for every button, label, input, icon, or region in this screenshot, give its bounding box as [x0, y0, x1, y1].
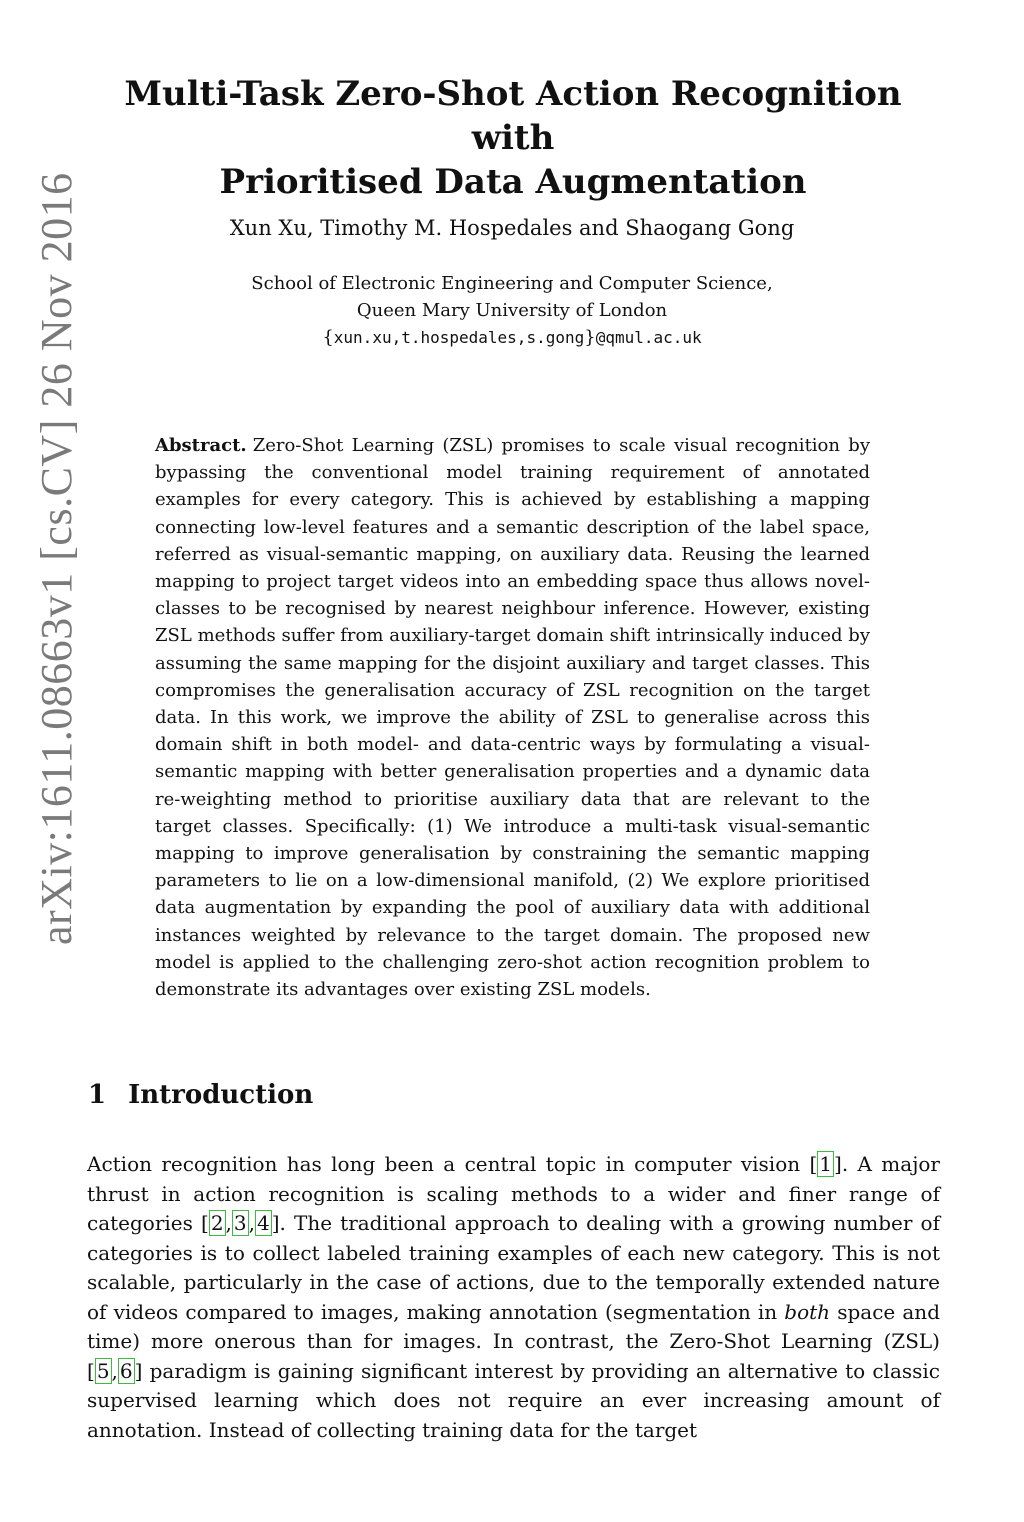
introduction-paragraph: Action recognition has long been a central topic in computer vision [ 1 ]. A major thrust in action recognition is scaling methods to a wider and finer range of categories [ 2 , 3 , 4 ]. The traditional approach to dealing with a growing number of categories is to collect labeled training examples of each new category. This is not scalable, particularly in the case of actions, due to the temporally extended nature of videos compared to images, making annotation (segmentation in both space and time) more onerous than for images. In contrast, the Zero-Shot Learning (ZSL) [ 5 , 6 ] paradigm is gaining significant interest by providing an alternative to classic supervised learning which does not require an ever increasing amount of annotation. Instead of collecting training data for the target — [87, 1152, 940, 1442]
intro-text-3: ]. The traditional approach to dealing with a growing number of categories is to collect labeled training examples of each new category. This is not scalable, particularly in the case of actions, due to the temporally extended nature of videos compared to images, making annotation (segmentation in — [87, 1211, 940, 1324]
abstract — [155, 432, 870, 1003]
arxiv-identifier-stamp: arXiv:1611.08663v1 [cs.CV] 26 Nov 2016 — [32, 172, 81, 945]
paper-title — [90, 72, 936, 204]
section-title: Introduction — [128, 1080, 314, 1110]
abstract-label: Abstract. — [155, 435, 247, 456]
email-brace-close: } — [584, 327, 596, 348]
citation-separator: , — [248, 1211, 255, 1235]
citation-link[interactable]: 1 — [819, 1152, 833, 1176]
paper-title-line-1: Multi-Task Zero-Shot Action Recognition with — [124, 74, 902, 158]
citation-separator: , — [111, 1358, 118, 1383]
intro-emphasis: both — [784, 1299, 831, 1324]
citation-link[interactable]: 4 — [257, 1211, 270, 1235]
intro-text-5: ] paradigm is gaining significant interest by providing an alternative to classic supervised learning which does not require an ever increasing amount of annotation. Instead of collecting training data for the target — [87, 1358, 940, 1442]
section-number: 1 — [88, 1080, 107, 1110]
intro-text-2: . A major thrust in action recognition is scaling methods to a wider and finer range of categories [ — [87, 1152, 940, 1235]
citation-link[interactable]: 6 — [119, 1358, 133, 1383]
intro-text-4: space and time) more onerous than for images. In contrast, the Zero-Shot Learning (ZSL) [ — [87, 1299, 940, 1383]
section-heading-introduction — [88, 1080, 588, 1110]
affiliation-block — [150, 270, 874, 351]
author-emails — [150, 324, 874, 351]
citation-link[interactable]: 3 — [233, 1211, 247, 1235]
citation-separator: , — [225, 1211, 232, 1235]
affiliation-line-1: School of Electronic Engineering and Computer Science, — [251, 273, 773, 294]
citation-link[interactable]: 2 — [210, 1211, 224, 1235]
citation-link[interactable]: 5 — [96, 1358, 110, 1383]
author-list: Xun Xu, Timothy M. Hospedales and Shaogang Gong — [229, 216, 795, 240]
email-brace-open: { — [322, 327, 334, 348]
email-domain: @qmul.ac.uk — [595, 328, 702, 347]
intro-text-1: Action recognition has long been a central topic in computer vision — [87, 1152, 810, 1176]
affiliation-line-2: Queen Mary University of London — [356, 300, 668, 321]
email-local-parts: xun.xu,t.hospedales,s.gong — [333, 328, 585, 347]
abstract-text: Zero-Shot Learning (ZSL) promises to scale visual recognition by bypassing the conventional model training requirement of annotated examples for every category. This is achieved by establishing a mapping connecting low-level features and a semantic description of the label space, referred as visual-semantic mapping, on auxiliary data. Reusing the learned mapping to project target videos into an embedding space thus allows novel-classes to be recognised by nearest neighbour inference. However, existing ZSL methods suffer from auxiliary-target domain shift intrinsically induced by assuming the same mapping for the disjoint auxiliary and target classes. This compromises the generalisation accuracy of ZSL recognition on the target data. In this work, we improve the ability of ZSL to generalise across this domain shift in both model- and data-centric ways by formulating a visual-semantic mapping with better generalisation properties and a dynamic data re-weighting method to prioritise auxiliary data that are relevant to the target classes. Specifically: (1) We introduce a multi-task visual-semantic mapping to improve generalisation by constraining the semantic mapping parameters to lie on a low-dimensional manifold, (2) We explore prioritised data augmentation by expanding the pool of auxiliary data with additional instances weighted by relevance to the target domain. The proposed new model is applied to the challenging zero-shot action recognition problem to demonstrate its advantages over existing ZSL models. — [155, 435, 870, 1001]
paper-title-line-2: Prioritised Data Augmentation — [219, 162, 807, 202]
